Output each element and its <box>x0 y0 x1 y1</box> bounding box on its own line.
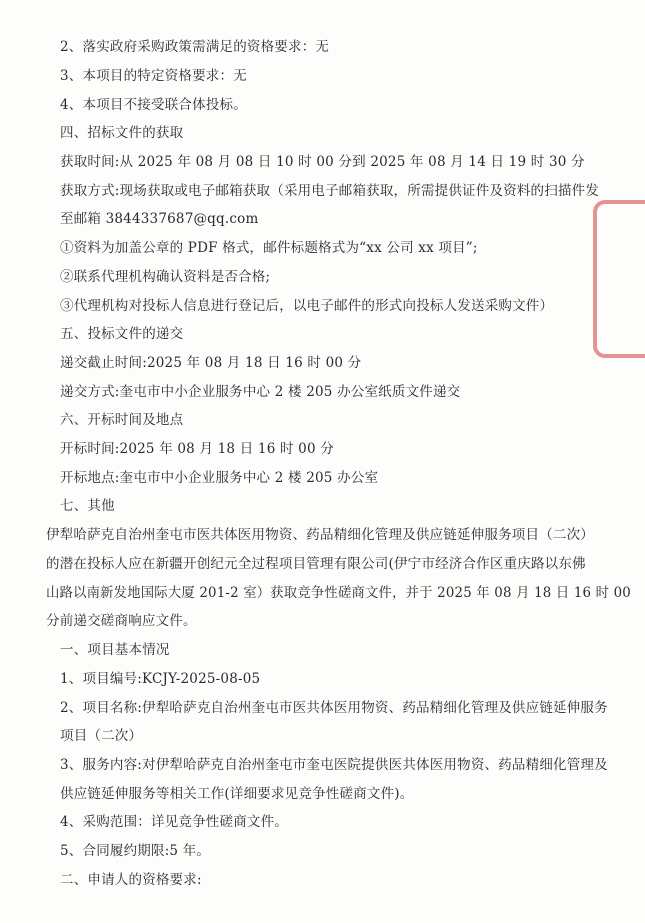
text-line: 3、服务内容:对伊犁哈萨克自治州奎屯市奎屯医院提供医共体医用物资、药品精细化管理及 <box>60 757 608 773</box>
text-line: ③代理机构对投标人信息进行登记后，以电子邮件的形式向投标人发送采购文件） <box>60 298 554 314</box>
text-line: 开标时间:2025 年 08 月 18 日 16 时 00 分 <box>60 441 334 457</box>
section-heading: 四、招标文件的获取 <box>60 125 184 141</box>
text-line: ①资料为加盖公章的 PDF 格式，邮件标题格式为“xx 公司 xx 项目”; <box>60 240 478 256</box>
text-line: 递交截止时间:2025 年 08 月 18 日 16 时 00 分 <box>60 355 362 371</box>
text-line: 至邮箱 3844337687@qq.com <box>60 211 259 227</box>
text-line: 4、本项目不接受联合体投标。 <box>60 97 247 113</box>
text-line: 获取方式:现场获取或电子邮箱获取（采用电子邮箱获取，所需提供证件及资料的扫描件发 <box>60 183 600 199</box>
section-heading: 二、申请人的资格要求: <box>60 872 202 888</box>
text-line: 伊犁哈萨克自治州奎屯市医共体医用物资、药品精细化管理及供应链延伸服务项目（二次） <box>46 527 594 543</box>
text-line: 2、项目名称:伊犁哈萨克自治州奎屯市医共体医用物资、药品精细化管理及供应链延伸服务 <box>60 700 608 716</box>
text-line: 项目（二次） <box>60 728 143 744</box>
section-heading: 六、开标时间及地点 <box>60 412 184 428</box>
text-line: 开标地点:奎屯市中小企业服务中心 2 楼 205 办公室 <box>60 470 379 486</box>
red-seal-stamp <box>593 200 645 358</box>
section-heading: 一、项目基本情况 <box>60 642 170 658</box>
text-line: 3、本项目的特定资格要求：无 <box>60 68 247 84</box>
text-line: 1、项目编号:KCJY-2025-08-05 <box>60 671 261 687</box>
text-line: 5、合同履约期限:5 年。 <box>60 843 211 859</box>
text-line: 递交方式:奎屯市中小企业服务中心 2 楼 205 办公室纸质文件递交 <box>60 384 461 400</box>
text-line: 分前递交磋商响应文件。 <box>46 613 197 629</box>
section-heading: 五、投标文件的递交 <box>60 326 184 342</box>
text-line: ②联系代理机构确认资料是否合格; <box>60 269 271 285</box>
text-line: 4、采购范围：详见竞争性磋商文件。 <box>60 814 288 830</box>
section-heading: 七、其他 <box>60 498 115 514</box>
text-line: 获取时间:从 2025 年 08 月 08 日 10 时 00 分到 2025 年 08 月 14 日 19 时 30 分 <box>60 154 585 170</box>
text-line: 2、落实政府采购政策需满足的资格要求：无 <box>60 39 330 55</box>
text-line: 供应链延伸服务等相关工作(详细要求见竞争性磋商文件)。 <box>60 786 414 802</box>
text-line: 的潜在投标人应在新疆开创纪元全过程项目管理有限公司(伊宁市经济合作区重庆路以东佛 <box>46 556 586 572</box>
text-line: 山路以南新发地国际大厦 201-2 室）获取竞争性磋商文件，并于 2025 年 08 月 18 日 16 时 00 <box>46 585 631 601</box>
